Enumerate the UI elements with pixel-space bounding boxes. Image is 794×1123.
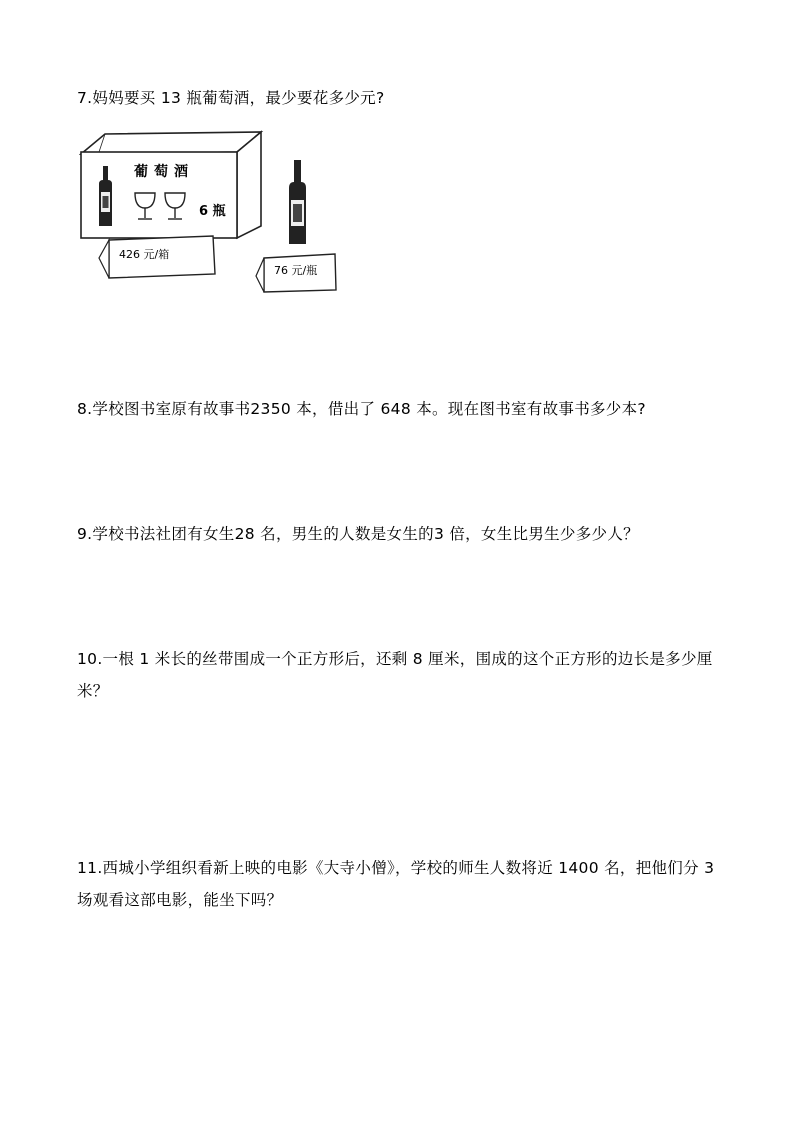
question-9: 9.学校书法社团有女生28 名，男生的人数是女生的3 倍，女生比男生少多少人？ <box>77 525 639 543</box>
box-price-tag: 426 元/箱 <box>119 248 170 261</box>
box-label: 葡萄酒 <box>134 164 194 180</box>
bottle-icon <box>289 160 306 244</box>
question-8: 8.学校图书室原有故事书2350 本，借出了 648 本。现在图书室有故事书多少本? <box>77 400 646 418</box>
question-7: 7.妈妈要买 13 瓶葡萄酒，最少要花多少元? <box>77 89 385 107</box>
question-11: 11.西城小学组织看新上映的电影《大寺小僧》，学校的师生人数将近 1400 名，把他们分 3 场观看这部电影，能坐下吗？ <box>77 859 715 909</box>
box-count: 6 瓶 <box>199 204 226 219</box>
question-10: 10.一根 1 米长的丝带围成一个正方形后，还剩 8 厘米，围成的这个正方形的边长是多少厘米？ <box>77 650 713 700</box>
bottle-price-tag: 76 元/瓶 <box>274 264 318 277</box>
wine-figure <box>79 128 341 296</box>
